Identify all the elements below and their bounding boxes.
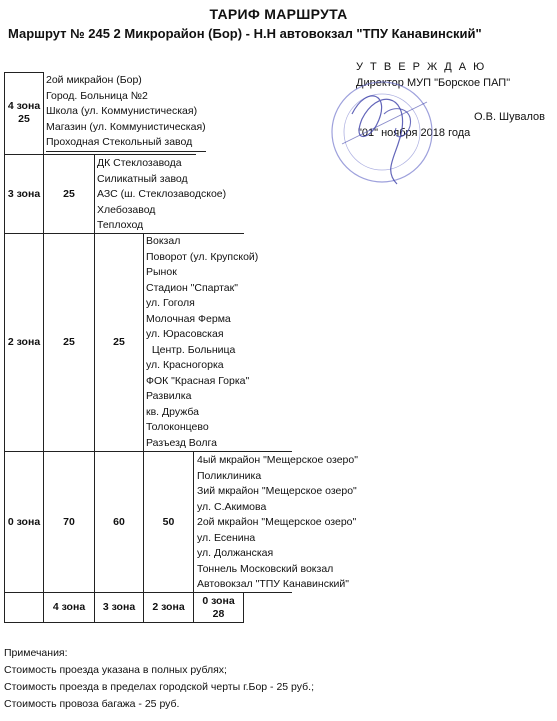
stop-item: Толоконцево [146, 421, 209, 433]
stop-item: Вокзал [146, 235, 181, 247]
stop-item: Магазин (ул. Коммунистическая) [46, 120, 206, 133]
zone-0-price-1: 70 [63, 515, 75, 528]
stop-item: 4ый мкрайон "Мещерское озеро" [197, 454, 358, 466]
note-line: Стоимость проезда в пределах городской черты г.Бор - 25 руб.; [4, 681, 314, 693]
stop-item: Поворот (ул. Крупской) [146, 250, 259, 263]
notes-block [4, 645, 314, 713]
zone-0-price-3: 50 [162, 515, 175, 528]
stop-item: Автовокзал "ТПУ Канавинский" [197, 578, 350, 590]
stop-item: Хлебозавод [97, 203, 156, 216]
stop-item: кв. Дружба [146, 405, 199, 418]
zone-3-price-1: 25 [63, 187, 75, 200]
approval-position: Директор МУП "Борское ПАП" [356, 77, 511, 89]
footer-zone-2: 2 зона [152, 601, 185, 613]
stop-item: Теплоход [97, 219, 144, 231]
note-line: Стоимость проезда указана в полных рублях; [4, 664, 227, 676]
stop-item: ул. Красногорка [146, 359, 224, 371]
stop-item: Стадион "Спартак" [146, 281, 238, 294]
stop-item: Школа (ул. Коммунистическая) [46, 105, 198, 117]
route-line: Маршрут № 245 2 Микрорайон (Бор) - Н.Н автовокзал "ТПУ Канавинский" [8, 26, 482, 41]
zone-0-stops [197, 453, 358, 593]
zone-0-label: 0 зона [7, 515, 41, 528]
zone-3-label: 3 зона [7, 187, 41, 200]
stop-item: Молочная Ферма [146, 312, 231, 325]
stop-item: ФОК "Красная Горка" [146, 374, 250, 387]
stop-item: ул. Должанская [197, 547, 274, 559]
stop-item: Поликлиника [197, 469, 262, 482]
notes-heading: Примечания: [4, 647, 68, 659]
stamp-signature-icon [322, 74, 442, 194]
stop-item: Центр. Больница [146, 343, 236, 356]
approval-heading: У Т В Е Р Ж Д А Ю [356, 61, 487, 73]
zone-4-stops [46, 73, 206, 152]
note-line: Стоимость провоза багажа - 25 руб. [4, 698, 180, 710]
footer-zone-4: 4 зона [52, 601, 86, 613]
zone-2-label: 2 зона [7, 336, 41, 348]
stop-item: Проходная Стекольный завод [46, 135, 206, 152]
stop-item: 2ой мкрайон "Мещерское озеро" [197, 516, 357, 528]
stop-item: АЗС (ш. Стеклозаводское) [97, 188, 227, 200]
zone-4-name: 4 зона [7, 100, 41, 112]
stop-item: Зий мкрайон "Мещерское озеро" [197, 485, 357, 497]
stop-item: Силикатный завод [97, 172, 188, 185]
zone-4-label [5, 73, 43, 153]
zone-2-stops [146, 234, 258, 451]
document-title: ТАРИФ МАРШРУТА [209, 6, 348, 22]
stop-item: Развилка [146, 390, 192, 402]
approval-name: О.В. Шувалов [474, 111, 545, 123]
zone-0-price-2: 60 [113, 515, 125, 528]
stop-item: Разъезд Волга [146, 436, 217, 449]
zone-2-price-1: 25 [63, 336, 75, 348]
stop-item: ул. Гоголя [146, 297, 195, 309]
footer-zone-3: 3 зона [102, 601, 136, 613]
stop-item: Тоннель Московский вокзал [197, 562, 334, 575]
zone-3-stops [97, 156, 226, 234]
footer-zone-0-label: 0 зона [202, 594, 235, 607]
zone-4-price: 25 [18, 113, 30, 125]
stop-item: ул. Есенина [197, 531, 256, 544]
footer-zone-0 [194, 593, 243, 622]
approval-date: "01" ноября 2018 года [358, 127, 471, 139]
stop-item: ул. С.Акимова [197, 500, 267, 513]
stop-item: 2ой микрайон (Бор) [46, 74, 142, 86]
stop-item: ДК Стеклозавода [97, 157, 182, 169]
footer-zone-0-price: 28 [212, 607, 225, 620]
stop-item: Город. Больница №2 [46, 89, 148, 102]
zone-2-price-2: 25 [113, 336, 125, 348]
stop-item: ул. Юрасовская [146, 328, 224, 340]
stop-item: Рынок [146, 266, 177, 278]
